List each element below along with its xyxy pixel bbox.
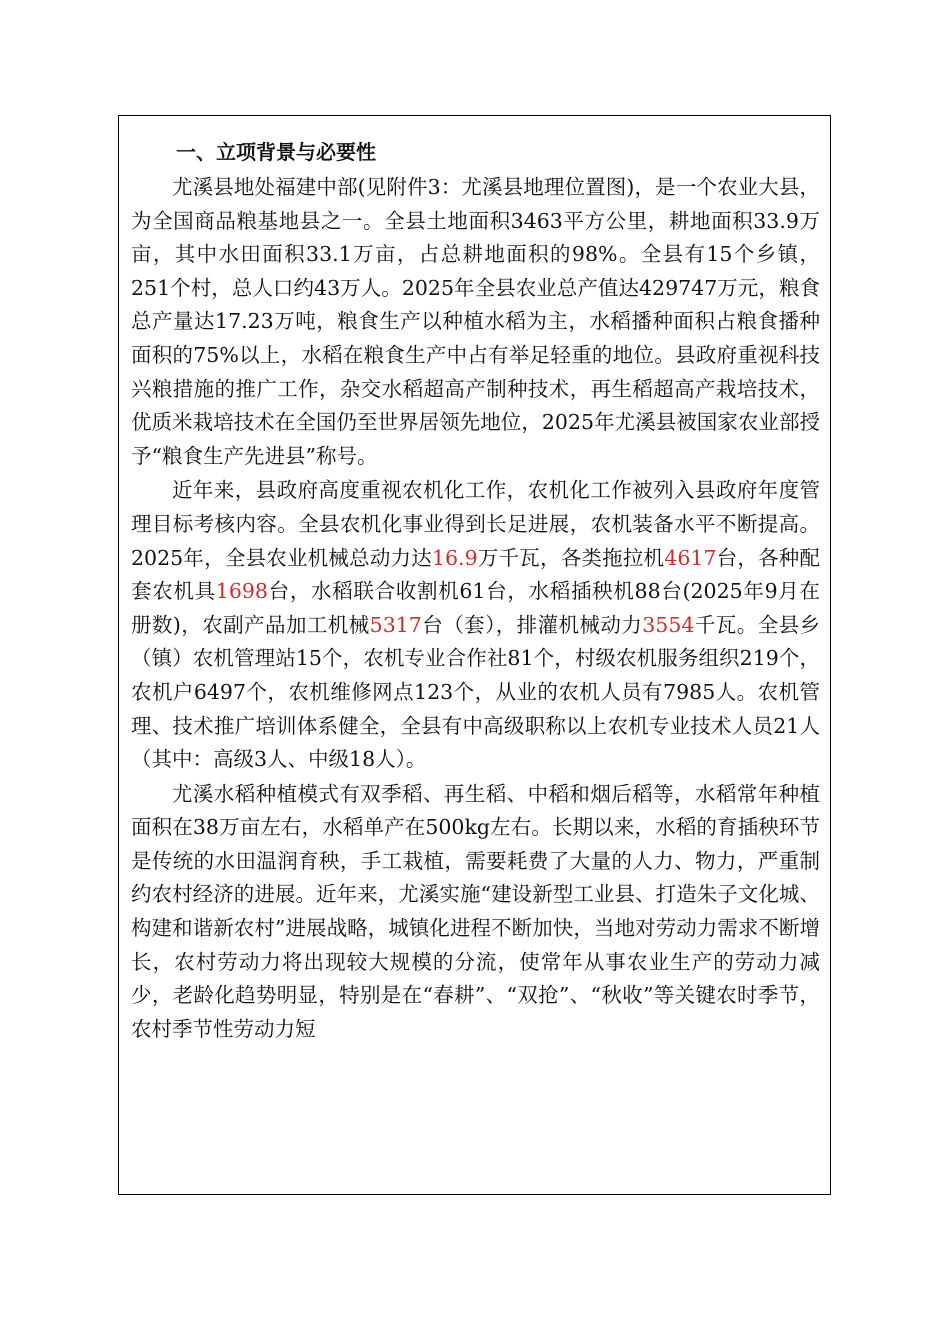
document-frame	[118, 115, 831, 1195]
highlighted-number: 1698	[215, 579, 268, 604]
text-segment: 尤溪县地处福建中部(见附件3：尤溪县地理位置图)，是一个农业大县，为全国商品粮基地县之一。全县土地面积3463平方公里，耕地面积33.9万亩，其中水田面积33.1万亩，占总耕地面积的98%。全县有15个乡镇，251个村，总人口约43万人。2025年全县农业总产值达429747万元，粮食总产量达17.23万吨，粮食生产以种植水稻为主，水稻播种面积占粮食播种面积的75%以上，水稻在粮食生产中占有举足轻重的地位。县政府重视科技兴粮措施的推广工作，杂交水稻超高产制种技术，再生稻超高产栽培技术，优质米栽培技术在全国仍至世界居领先地位，2025年尤溪县被国家农业部授予“粮食生产先进县”称号。	[131, 175, 820, 468]
highlighted-number: 3554	[642, 612, 695, 637]
document-body	[119, 116, 830, 1046]
body-paragraph-1	[131, 171, 820, 473]
body-paragraph-3	[131, 778, 820, 1047]
section-heading: 一、立项背景与必要性	[176, 140, 376, 164]
text-segment: 台（套），排灌机械动力	[421, 612, 643, 637]
text-segment: 尤溪水稻种植模式有双季稻、再生稻、中稻和烟后稻等，水稻常年种植面积在38万亩左右，水稻单产在500kg左右。长期以来，水稻的育插秧环节是传统的水田温润育秧，手工栽植，需要耗费了大量的人力、物力，严重制约农村经济的进展。近年来，尤溪实施“建设新型工业县、打造朱子文化城、构建和谐新农村”进展战略，城镇化进程不断加快，当地对劳动力需求不断增长，农村劳动力将出现较大规模的分流，使常年从事农业生产的劳动力减少，老龄化趋势明显，特别是在“春耕”、“双抢”、“秋收”等关键农时季节，农村季节性劳动力短	[131, 781, 820, 1041]
highlighted-number: 16.9	[431, 545, 478, 570]
text-segment: 千瓦。全县乡（镇）农机管理站15个，农机专业合作社81个，村级农机服务组织219个，农机户6497个，农机维修网点123个，从业的农机人员有7985人。农机管理、技术推广培训体系健全，全县有中高级职称以上农机专业技术人员21人（其中：高级3人、中级18人）。	[131, 612, 821, 772]
paragraph-container	[131, 171, 820, 1046]
body-paragraph-2	[131, 474, 820, 776]
text-segment: 万千瓦，各类拖拉机	[477, 545, 665, 570]
highlighted-number: 5317	[369, 612, 422, 637]
highlighted-number: 4617	[664, 545, 717, 570]
text-segment: 台，各种配套农机具	[131, 545, 821, 604]
text-segment: 台，水稻联合收割机61台，水稻插秧机88台(2025年9月在册数)，农副产品加工机械	[131, 579, 820, 637]
text-segment: 近年来，县政府高度重视农机化工作，农机化工作被列入县政府年度管理目标考核内容。全县农机化事业得到长足进展，农机装备水平不断提高。2025年，全县农业机械总动力达	[131, 478, 820, 570]
